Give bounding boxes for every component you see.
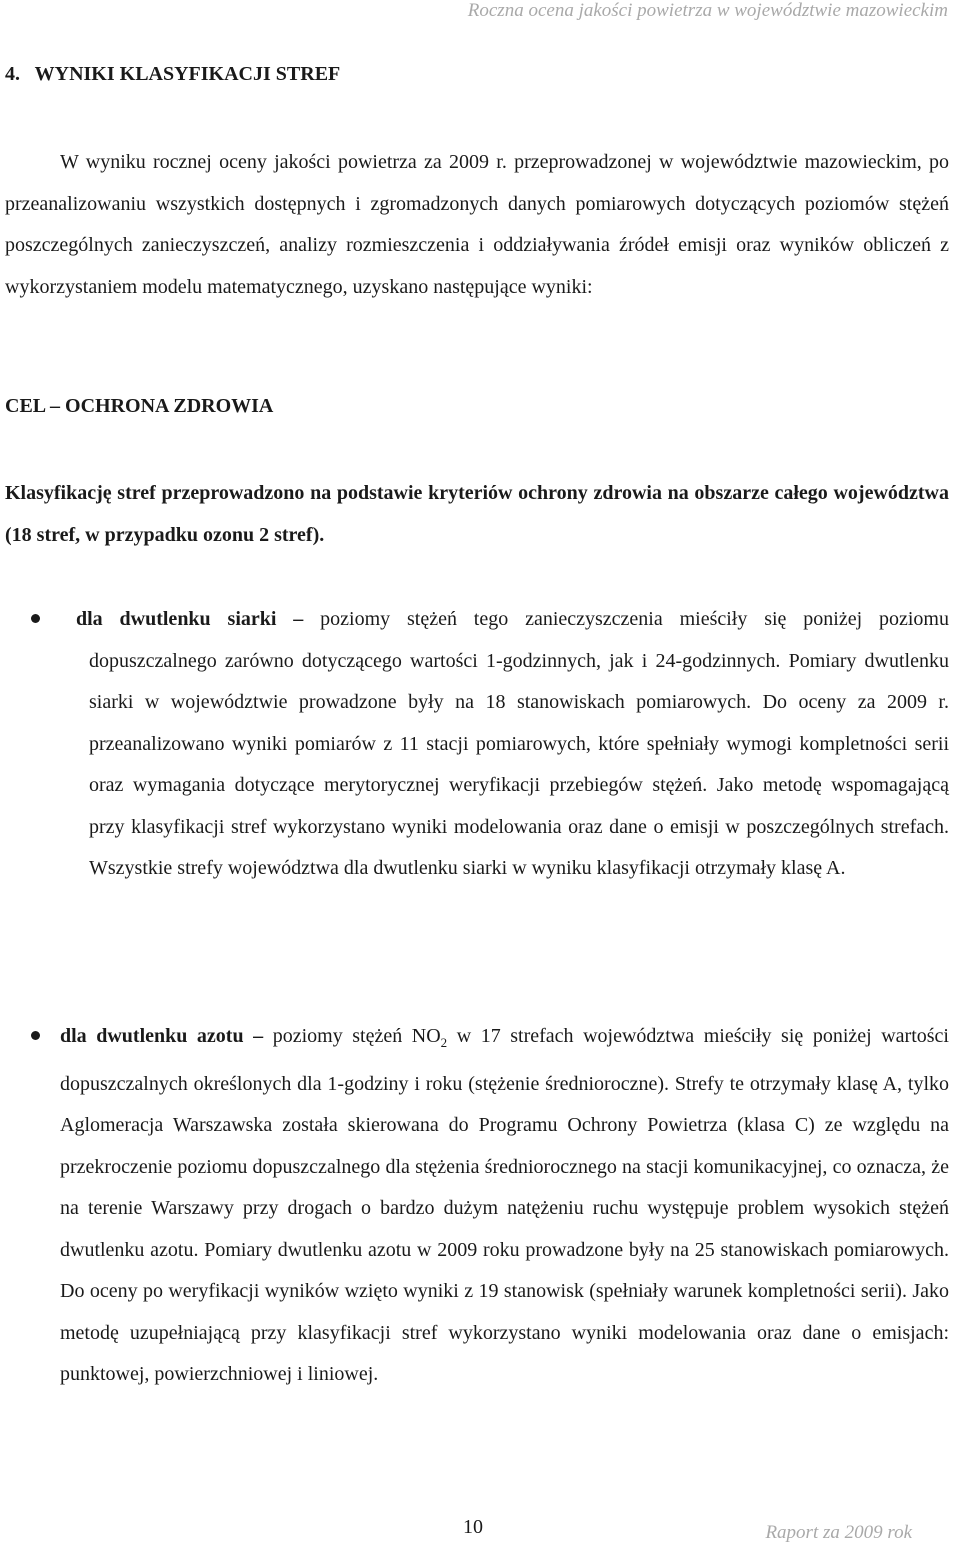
nitrogen-dioxide-paragraph: [60, 1016, 949, 1396]
goal-heading: CEL – OCHRONA ZDROWIA: [5, 395, 274, 417]
sulfur-dioxide-lead: dla dwutlenku siarki –: [76, 608, 304, 630]
no2-subscript: 2: [440, 1035, 448, 1050]
running-header: Roczna ocena jakości powietrza w województwie mazowieckim: [467, 0, 948, 21]
list-item-sulfur-dioxide: [5, 599, 949, 890]
bullet-icon: [31, 614, 40, 623]
sulfur-dioxide-paragraph: [76, 599, 949, 890]
section-heading: 4. WYNIKI KLASYFIKACJI STREF: [5, 63, 341, 85]
intro-paragraph: W wyniku rocznej oceny jakości powietrza za 2009 r. przeprowadzonej w województwie mazowieckim, po przeanalizowaniu wszystkich dostępnych i zgromadzonych danych pomiarowych dotyczących poziomów stężeń poszczególnych zanieczyszczeń, analizy rozmieszczenia i oddziaływania źródeł emisji oraz wyników obliczeń z wykorzystaniem modelu matematycznego, uzyskano następujące wyniki:: [5, 151, 949, 298]
classification-paragraph: Klasyfikację stref przeprowadzono na podstawie kryteriów ochrony zdrowia na obszarze całego województwa (18 stref, w przypadku ozonu 2 stref).: [5, 482, 949, 546]
list-item-nitrogen-dioxide: [5, 1016, 949, 1396]
nitrogen-dioxide-text-b: w 17 strefach województwa mieściły się poniżej wartości dopuszczalnych określonych dla 1-godziny i roku (stężenie średnioroczne). Strefy te otrzymały klasę A, tylko Aglomeracja Warszawska została skierowana do Programu Ochrony Powietrza (klasa C) ze względu na przekroczenie poziomu dopuszczalnego dla stężenia średniorocznego na stacji komunikacyjnej, co oznacza, że na terenie Warszawy przy drogach o bardzo dużym natężeniu ruchu występuje problem wysokich stężeń dwutlenku azotu. Pomiary dwutlenku azotu w 2009 roku prowadzone były na 25 stanowiskach pomiarowych. Do oceny po weryfikacji wyników wzięto wyniki z 19 stanowisk (spełniały warunek kompletności serii). Jako metodę uzupełniającą przy klasyfikacji stref wykorzystano wyniki modelowania oraz dane o emisjach: punktowej, powierzchniowej i liniowej.: [60, 1025, 949, 1385]
bullet-icon: [31, 1031, 40, 1040]
nitrogen-dioxide-text-a: poziomy stężeń NO: [263, 1025, 441, 1047]
page-number: 10: [463, 1516, 483, 1538]
sulfur-dioxide-text: poziomy stężeń tego zanieczyszczenia mieściły się poniżej poziomu dopuszczalnego zarówno dotyczącego wartości 1-godzinnych, jak i 24-godzinnych. Pomiary dwutlenku siarki w województwie prowadzone były na 18 stanowiskach pomiarowych. Do oceny za 2009 r. przeanalizowano wyniki pomiarów z 11 stacji pomiarowych, które spełniały wymogi kompletności serii oraz wymagania dotyczące merytorycznej weryfikacji przebiegów stężeń. Jako metodę wspomagającą przy klasyfikacji stref wykorzystano wyniki modelowania oraz dane o emisji w poszczególnych strefach. Wszystkie strefy województwa dla dwutlenku siarki w wyniku klasyfikacji otrzymały klasę A.: [89, 608, 949, 879]
running-footer: Raport za 2009 rok: [765, 1522, 912, 1543]
nitrogen-dioxide-lead: dla dwutlenku azotu –: [60, 1025, 264, 1047]
